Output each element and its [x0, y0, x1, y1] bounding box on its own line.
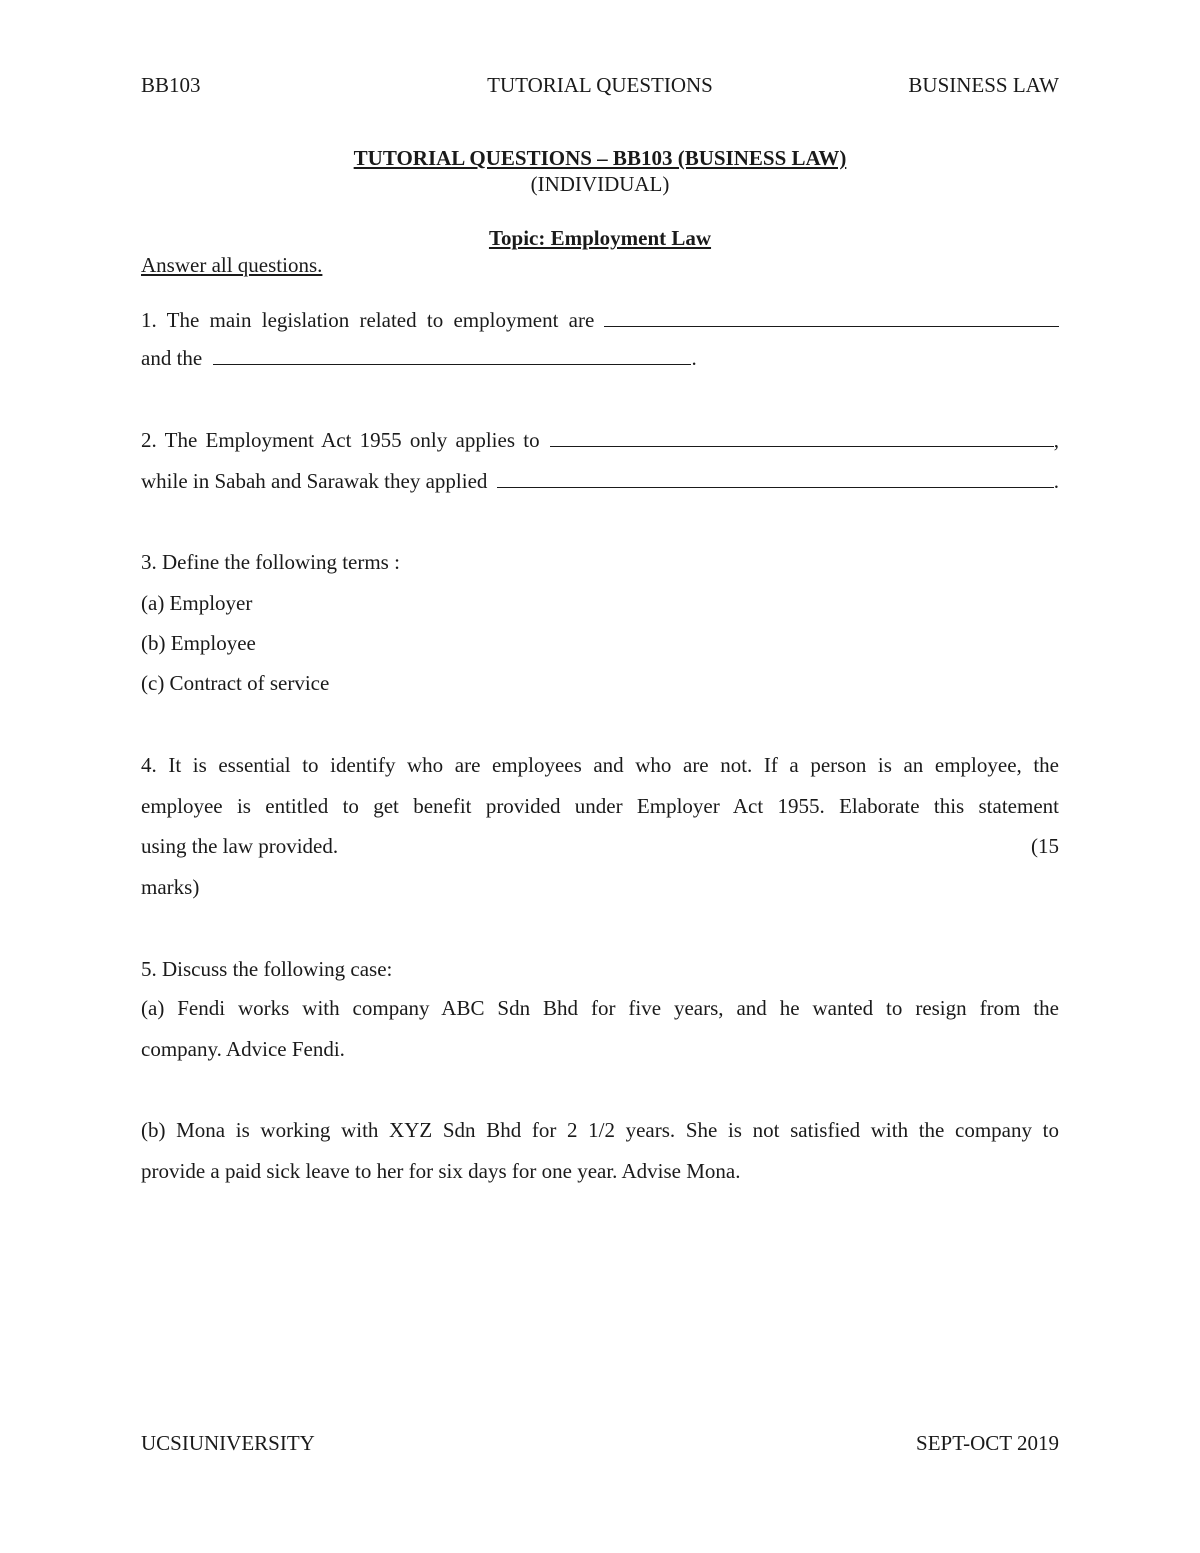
question-4-marks-close: marks): [141, 875, 200, 899]
question-4-line-2: employee is entitled to get benefit provided under Employer Act 1955. Elaborate this statement: [141, 793, 1059, 818]
header-doc-type: TUTORIAL QUESTIONS: [487, 73, 713, 97]
footer-session: SEPT-OCT 2019: [916, 1431, 1059, 1455]
question-2-text: 2. The Employment Act 1955 only applies to: [141, 428, 540, 452]
question-2-line-2: while in Sabah and Sarawak they applied .: [141, 469, 1059, 493]
question-3-item-c: (c) Contract of service: [141, 671, 330, 695]
question-1-text: 1. The main legislation related to employment are: [141, 308, 595, 332]
question-5b: [141, 1110, 1059, 1191]
question-5-stem: 5. Discuss the following case:: [141, 957, 393, 981]
question-5a-line-2: company. Advice Fendi.: [141, 1036, 345, 1061]
question-3-item-b: (b) Employee: [141, 631, 256, 655]
question-3-stem: 3. Define the following terms :: [141, 550, 400, 574]
question-5a-line-1: (a) Fendi works with company ABC Sdn Bhd for five years, and he wanted to resign from the: [141, 996, 1059, 1020]
header-course-code: BB103: [141, 73, 201, 97]
page-title: TUTORIAL QUESTIONS – BB103 (BUSINESS LAW): [353, 146, 847, 170]
question-2-answer-blank-1: [550, 428, 1054, 447]
question-1-answer-blank-2: [213, 346, 691, 365]
question-4-line-3: using the law provided.: [141, 834, 339, 858]
footer-university: UCSIUNIVERSITY: [141, 1431, 315, 1455]
topic-heading: Topic: Employment Law: [488, 226, 712, 250]
question-1-line-1: [141, 308, 1059, 333]
page-subtitle: (INDIVIDUAL): [530, 172, 670, 196]
instruction-text: Answer all questions.: [141, 253, 323, 277]
question-4-marks-open: (15: [1031, 834, 1059, 858]
question-2-answer-blank-2: [497, 469, 1053, 488]
question-2-line-1: 2. The Employment Act 1955 only applies to ,: [141, 428, 1059, 452]
question-5b-line-2: provide a paid sick leave to her for six days for one year. Advise Mona.: [141, 1158, 741, 1183]
question-2-text-2: while in Sabah and Sarawak they applied: [141, 469, 488, 493]
question-3-item-a: (a) Employer: [141, 591, 253, 615]
question-1-answer-blank-1: [604, 308, 1059, 327]
question-4: [141, 745, 1059, 826]
header-subject: BUSINESS LAW: [908, 73, 1059, 97]
question-1-line-2: and the .: [141, 346, 697, 370]
question-5b-line-1: (b) Mona is working with XYZ Sdn Bhd for 2 1/2 years. She is not satisfied with the company to: [141, 1118, 1059, 1142]
question-1-and-the: and the: [141, 346, 203, 370]
question-5a: [141, 988, 1059, 1069]
question-4-line-1: 4. It is essential to identify who are employees and who are not. If a person is an employee, the: [141, 753, 1059, 777]
